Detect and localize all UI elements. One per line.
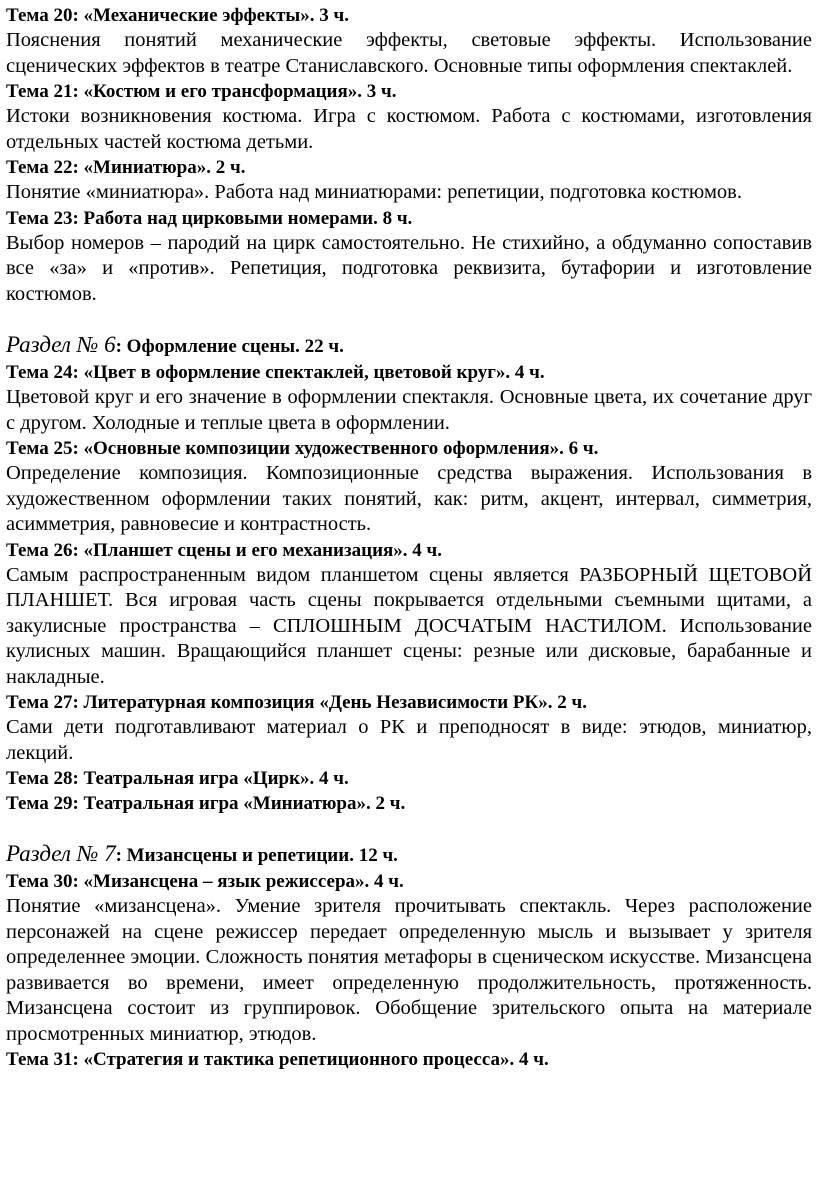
section-6-label: Раздел № 6 — [6, 332, 116, 357]
topic-26-title: Тема 26: «Планшет сцены и его механизация». 4 ч. — [6, 539, 443, 561]
topic-24-title: Тема 24: «Цвет в оформление спектаклей, цветовой круг». 4 ч. — [6, 362, 545, 383]
topic-23-text: Выбор номеров – пародий на цирк самостоятельно. Не стихийно, а обдуманно сопоставив все «за» и «против». Репетиция, подготовка реквизита, бутафории и изготовление костюмов. — [6, 231, 812, 305]
topic-25-title: Тема 25: «Основные композиции художественного оформления». 6 ч. — [6, 438, 599, 459]
topic-26-text: Самым распространенным видом планшетом сцены является РАЗБОРНЫЙ ЩЕТОВОЙ ПЛАНШЕТ. Вся игровая часть сцены покрывается отдельными съемными щитами, а закулисные пространства – СПЛОШНЫМ ДОСЧАТЫМ НАСТИЛОМ. Использование кулисных машин. Вращающийся планшет сцены: резные или дисковые, барабанные и накладные. — [6, 563, 812, 688]
topic-23-title: Тема 23: Работа над цирковыми номерами. 8 ч. — [6, 207, 413, 229]
section-6-heading — [6, 332, 812, 360]
topic-27-text: Сами дети подготавливают материал о РК и преподносят в виде: этюдов, миниатюр, лекций. — [6, 716, 812, 764]
topic-27-title: Тема 27: Литературная композиция «День Независимости РК». 2 ч. — [6, 692, 587, 713]
section-7-heading — [6, 841, 812, 869]
section-6-title: : Оформление сцены. 22 ч. — [115, 336, 344, 357]
section-7-label: Раздел № 7 — [6, 841, 116, 866]
topic-21-text: Истоки возникновения костюма. Игра с костюмом. Работа с костюмами, изготовления отдельных частей костюма детьми. — [6, 105, 812, 153]
topic-29-title: Тема 29: Театральная игра «Миниатюра». 2 ч. — [6, 793, 406, 814]
topic-20-text: Пояснения понятий механические эффекты, световые эффекты. Использование сценических эффектов в театре Станиславского. Основные типы оформления спектаклей. — [6, 29, 812, 77]
topic-30-text: Понятие «мизансцена». Умение зрителя прочитывать спектакль. Через расположение персонажей на сцене режиссер передает определенную мысль и вызывает у зрителя определеннее эмоции. Сложность понятия метафоры в сценическом искусстве. Мизансцена развивается во времени, имеет определенную продолжительность, протяженность. Мизансцена состоит из группировок. Обобщение зрительского опыта на материале просмотренных миниатюр, этюдов. — [6, 895, 812, 1045]
section-7-title: : Мизансцены и репетиции. 12 ч. — [115, 845, 398, 866]
topic-31-title: Тема 31: «Стратегия и тактика репетиционного процесса». 4 ч. — [6, 1049, 549, 1070]
topic-30-title: Тема 30: «Мизансцена – язык режиссера». 4 ч. — [6, 871, 404, 892]
topic-24-text: Цветовой круг и его значение в оформлении спектакля. Основные цвета, их сочетание друг с другом. Холодные и теплые цвета в оформлении. — [6, 386, 812, 434]
topic-20-title: Тема 20: «Механические эффекты». 3 ч. — [6, 5, 349, 26]
topic-22-title: Тема 22: «Миниатюра». 2 ч. — [6, 157, 246, 178]
topic-21-title: Тема 21: «Костюм и его трансформация». 3 ч. — [6, 81, 397, 102]
topic-25-text: Определение композиция. Композиционные средства выражения. Использования в художественном оформлении таких понятий, как: ритм, акцент, интервал, симметрия, асимметрия, равновесие и контрастность. — [6, 462, 812, 535]
topic-28-title: Тема 28: Театральная игра «Цирк». 4 ч. — [6, 768, 349, 789]
topic-22-text: Понятие «миниатюра». Работа над миниатюрами: репетиции, подготовка костюмов. — [6, 181, 742, 203]
